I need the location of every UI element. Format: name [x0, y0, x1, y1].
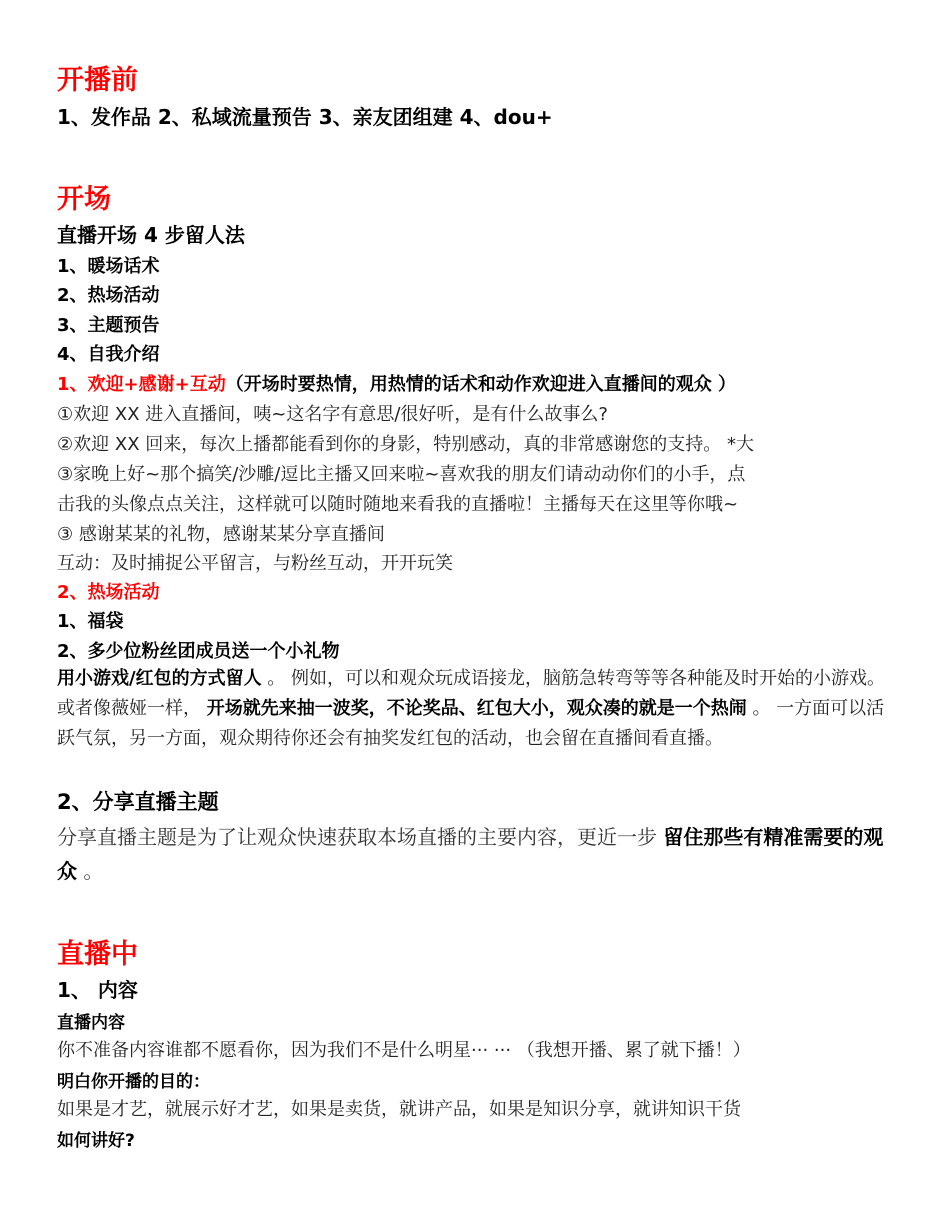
- opening-subtitle: 直播开场 4 步留人法: [57, 223, 245, 247]
- how-heading: 如何讲好?: [57, 1131, 135, 1151]
- script-line: ③家晚上好~那个搞笑/沙雕/逗比主播又回来啦~喜欢我的朋友们请动动你们的小手，点: [57, 464, 746, 485]
- share-heading: 2、分享直播主题: [57, 790, 219, 814]
- welcome-note: （开场时要热情，用热情的话术和动作欢迎进入直播间的观众 ）: [225, 374, 736, 395]
- script-line: 击我的头像点点关注，这样就可以随时随地来看我的直播啦！主播每天在这里等你哦~: [57, 494, 739, 515]
- para-text: 。 例如，可以和观众玩成语接龙，脑筋急转弯等等各种能及时开始的小游戏。 或者像薇娅一样，: [57, 668, 886, 719]
- welcome-heading: 1、欢迎+感谢+互动: [57, 374, 226, 395]
- warmup-item: 1、福袋: [57, 611, 124, 632]
- opening-step: 3、主题预告: [57, 315, 160, 336]
- script-line: ①欢迎 XX 进入直播间，咦~这名字有意思/很好听，是有什么故事么?: [57, 404, 608, 425]
- share-end: 。: [77, 859, 104, 883]
- welcome-heading-line: [57, 370, 736, 396]
- opening-step: 1、暖场话术: [57, 256, 160, 277]
- warmup-heading: 2、热场活动: [57, 582, 160, 603]
- share-paragraph: [57, 820, 897, 888]
- content-line: 你不准备内容谁都不愿看你，因为我们不是什么明星··· ··· （我想开播、累了就下播！）: [57, 1040, 751, 1061]
- share-bold: 留住那些有精准需要的观众: [57, 825, 884, 883]
- warmup-paragraph: [57, 664, 897, 754]
- opening-step: 2、热场活动: [57, 285, 160, 306]
- content-heading: 1、 内容: [57, 978, 138, 1002]
- opening-step: 4、自我介绍: [57, 344, 160, 365]
- purpose-line: 如果是才艺，就展示好才艺，如果是卖货，就讲产品，如果是知识分享，就讲知识干货: [57, 1099, 741, 1120]
- purpose-heading: 明白你开播的目的：: [57, 1072, 210, 1092]
- section-title-pre: 开播前: [57, 65, 138, 96]
- script-line: ②欢迎 XX 回来，每次上播都能看到你的身影，特别感动，真的非常感谢您的支持。 *大: [57, 434, 754, 455]
- content-subheading: 直播内容: [57, 1013, 125, 1033]
- para-bold: 用小游戏/红包的方式留人: [57, 668, 262, 689]
- section-title-live: 直播中: [57, 939, 138, 970]
- share-text: 分享直播主题是为了让观众快速获取本场直播的主要内容，更近一步: [57, 825, 664, 849]
- para-bold: 开场就先来抽一波奖，不论奖品、红包大小，观众凑的就是一个热闹: [206, 698, 747, 719]
- pre-items-line: 1、发作品 2、私域流量预告 3、亲友团组建 4、dou+: [57, 105, 553, 129]
- para-text: 。 一方面可以活跃气氛，另一方面，观众期待你还会有抽奖发红包的活动，也会留在直播间看直播。: [57, 698, 885, 749]
- warmup-item: 2、多少位粉丝团成员送一个小礼物: [57, 641, 340, 662]
- section-title-opening: 开场: [57, 184, 111, 215]
- interaction-line: 互动：及时捕捉公平留言，与粉丝互动，开开玩笑: [57, 553, 453, 574]
- script-line: ③ 感谢某某的礼物，感谢某某分享直播间: [57, 524, 385, 545]
